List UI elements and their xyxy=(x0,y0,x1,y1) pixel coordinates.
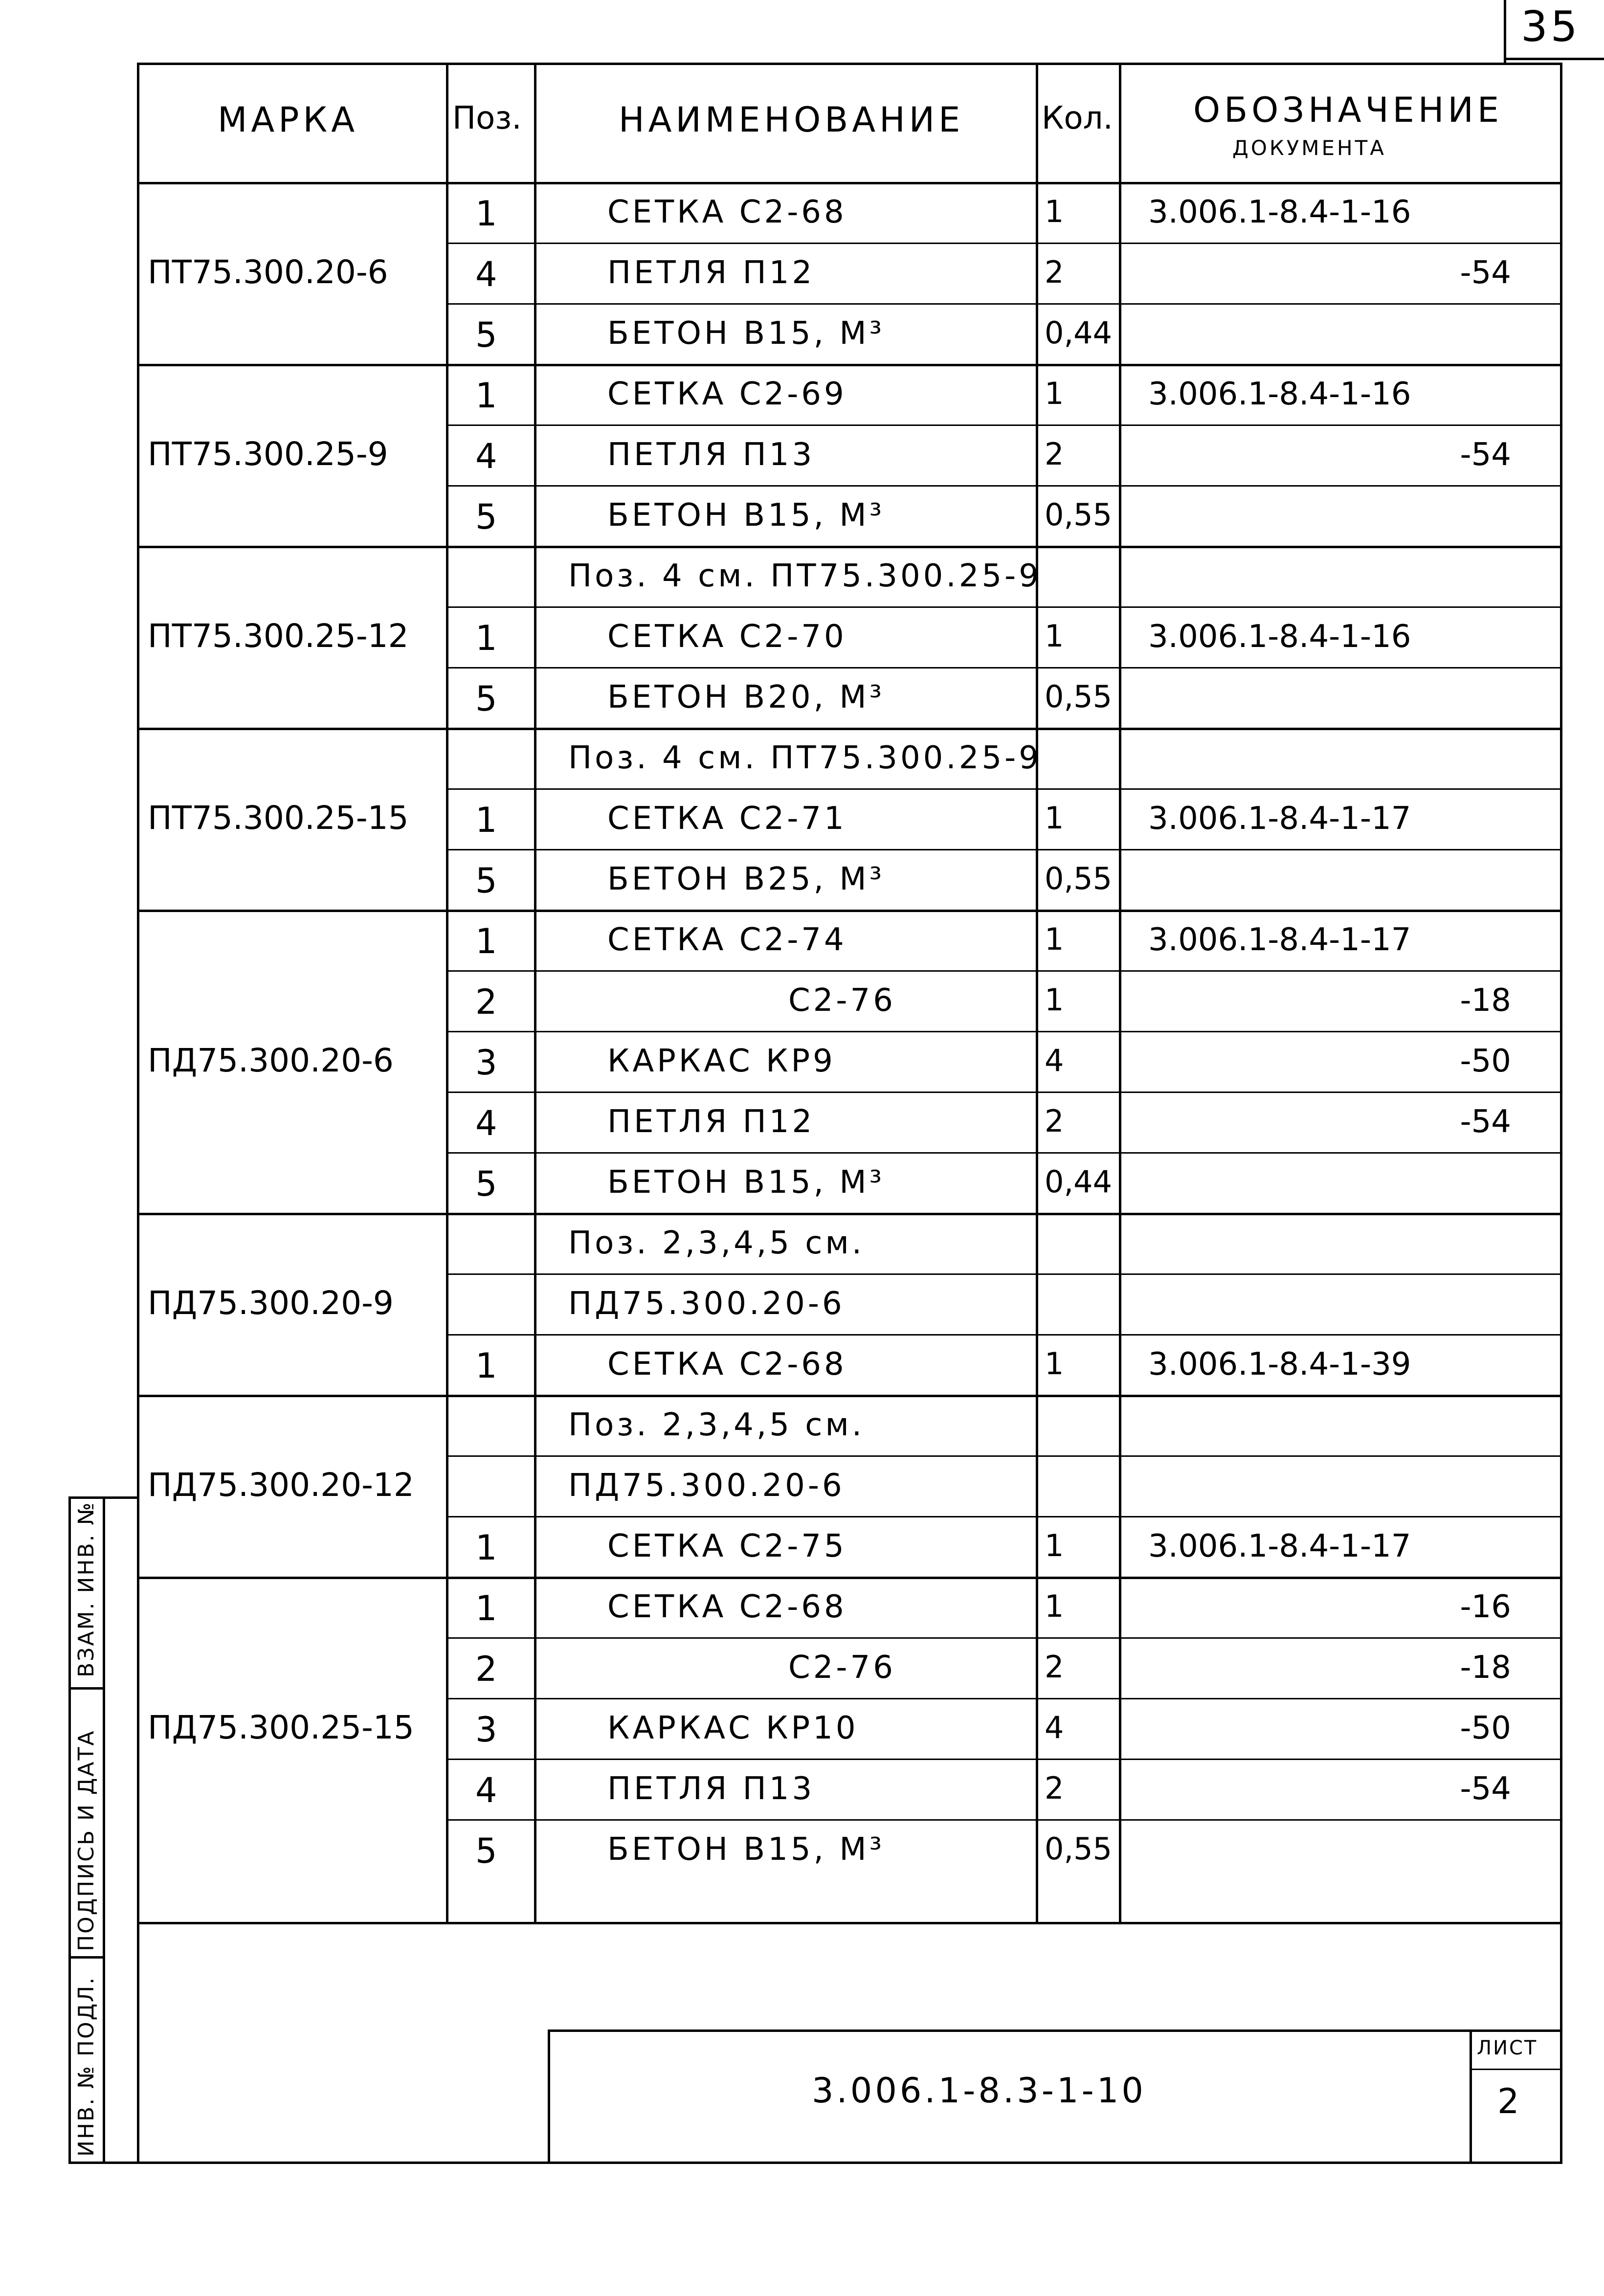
row-line xyxy=(446,243,1562,244)
position-cell: 4 xyxy=(475,1770,497,1810)
group-line xyxy=(137,1577,1562,1579)
name-cell: ПД75.300.20-6 xyxy=(568,1468,845,1504)
name-cell: Поз. 2,3,4,5 см. xyxy=(568,1407,865,1443)
quantity-cell: 0,55 xyxy=(1045,861,1113,896)
designation-cell: -54 xyxy=(1460,1771,1511,1807)
designation-cell: 3.006.1-8.4-1-17 xyxy=(1148,801,1411,837)
name-cell: Поз. 4 см. ПТ75.300.25-9 xyxy=(568,740,1042,776)
designation-cell: 3.006.1-8.4-1-17 xyxy=(1148,1528,1411,1564)
mark-cell: ПТ75.300.20-6 xyxy=(148,253,388,291)
name-cell: ПД75.300.20-6 xyxy=(568,1286,845,1322)
quantity-cell: 1 xyxy=(1045,194,1064,229)
name-cell: БЕТОН В15, М³ xyxy=(607,1164,885,1201)
position-cell: 2 xyxy=(475,1649,497,1689)
header-qty: Кол. xyxy=(1042,100,1113,136)
row-line xyxy=(446,788,1562,790)
position-cell: 1 xyxy=(475,194,497,234)
name-cell: СЕТКА С2-68 xyxy=(607,1589,847,1625)
quantity-cell: 4 xyxy=(1045,1043,1064,1078)
designation-cell: -50 xyxy=(1460,1710,1511,1746)
position-cell: 1 xyxy=(475,921,497,961)
row-line xyxy=(446,1759,1562,1760)
quantity-cell: 1 xyxy=(1045,800,1064,836)
position-cell: 4 xyxy=(475,436,497,476)
quantity-cell: 1 xyxy=(1045,921,1064,957)
title-sheet-mid xyxy=(1470,2069,1562,2070)
name-cell: СЕТКА С2-70 xyxy=(607,619,847,655)
frame-bottom-line xyxy=(68,2162,1562,2164)
position-cell: 4 xyxy=(475,1103,497,1143)
quantity-cell: 1 xyxy=(1045,376,1064,411)
name-cell: ПЕТЛЯ П13 xyxy=(607,437,815,473)
document-code: 3.006.1-8.3-1-10 xyxy=(812,2071,1146,2111)
designation-cell: -18 xyxy=(1460,982,1511,1019)
name-cell: ПЕТЛЯ П12 xyxy=(607,255,815,291)
quantity-cell: 2 xyxy=(1045,1103,1064,1139)
mark-cell: ПД75.300.20-12 xyxy=(148,1466,414,1504)
designation-cell: -54 xyxy=(1460,255,1511,291)
designation-cell: 3.006.1-8.4-1-16 xyxy=(1148,376,1411,412)
row-line xyxy=(446,606,1562,608)
designation-cell: -18 xyxy=(1460,1650,1511,1686)
row-line xyxy=(446,1152,1562,1154)
row-line xyxy=(446,1698,1562,1699)
position-cell: 1 xyxy=(475,1588,497,1628)
stamp-sep-1 xyxy=(68,1687,105,1690)
header-designation: ОБОЗНАЧЕНИЕ xyxy=(1193,90,1503,130)
col-line-designation xyxy=(1119,63,1121,1922)
header-name: НАИМЕНОВАНИЕ xyxy=(619,100,964,140)
position-cell: 1 xyxy=(475,1346,497,1386)
group-line xyxy=(137,364,1562,366)
stamp-sep-2 xyxy=(68,1956,105,1959)
mark-cell: ПТ75.300.25-9 xyxy=(148,435,388,473)
group-line xyxy=(137,910,1562,912)
name-cell: КАРКАС КР9 xyxy=(607,1043,836,1079)
designation-cell: 3.006.1-8.4-1-17 xyxy=(1148,922,1411,958)
col-line-qty xyxy=(1036,63,1038,1922)
stamp-line-left xyxy=(68,1496,71,2162)
designation-cell: 3.006.1-8.4-1-39 xyxy=(1148,1346,1411,1382)
name-cell: СЕТКА С2-68 xyxy=(607,1346,847,1382)
stamp-line-top xyxy=(68,1496,137,1499)
designation-cell: -54 xyxy=(1460,1104,1511,1140)
quantity-cell: 1 xyxy=(1045,618,1064,654)
name-cell: Поз. 2,3,4,5 см. xyxy=(568,1225,865,1261)
name-cell: БЕТОН В20, М³ xyxy=(607,679,885,715)
stamp-field-original-inv: ИНВ. № ПОДЛ. xyxy=(74,1976,99,2157)
position-cell: 5 xyxy=(475,861,497,901)
name-cell: ПЕТЛЯ П13 xyxy=(607,1771,815,1807)
row-line xyxy=(446,485,1562,487)
row-line xyxy=(446,424,1562,426)
name-cell: БЕТОН В15, М³ xyxy=(607,497,885,534)
frame-right-line xyxy=(1560,63,1562,2162)
row-line xyxy=(446,1455,1562,1457)
name-cell: БЕТОН В15, М³ xyxy=(607,315,885,352)
group-line xyxy=(137,728,1562,730)
quantity-cell: 0,55 xyxy=(1045,679,1113,714)
name-cell: С2-76 xyxy=(788,982,896,1019)
position-cell: 3 xyxy=(475,1710,497,1750)
position-cell: 5 xyxy=(475,315,497,355)
quantity-cell: 1 xyxy=(1045,1588,1064,1624)
position-cell: 5 xyxy=(475,1164,497,1204)
quantity-cell: 0,44 xyxy=(1045,1164,1113,1200)
header-bottom-line xyxy=(137,182,1562,184)
designation-cell: -50 xyxy=(1460,1043,1511,1079)
position-cell: 1 xyxy=(475,800,497,840)
name-cell: СЕТКА С2-71 xyxy=(607,801,847,837)
row-line xyxy=(446,1092,1562,1093)
mark-cell: ПД75.300.20-9 xyxy=(148,1284,394,1322)
designation-cell: 3.006.1-8.4-1-16 xyxy=(1148,619,1411,655)
position-cell: 1 xyxy=(475,376,497,416)
row-line xyxy=(446,970,1562,972)
row-line xyxy=(446,1334,1562,1336)
position-cell: 2 xyxy=(475,982,497,1022)
position-cell: 3 xyxy=(475,1043,497,1083)
title-block-left xyxy=(548,2029,550,2162)
quantity-cell: 1 xyxy=(1045,1528,1064,1563)
frame-top-line xyxy=(137,63,1562,65)
table-bottom-line xyxy=(137,1922,1562,1924)
position-cell: 1 xyxy=(475,1528,497,1568)
quantity-cell: 4 xyxy=(1045,1710,1064,1745)
position-cell: 4 xyxy=(475,254,497,294)
row-line xyxy=(446,1273,1562,1275)
quantity-cell: 2 xyxy=(1045,436,1064,472)
quantity-cell: 1 xyxy=(1045,982,1064,1018)
group-line xyxy=(137,1395,1562,1397)
sheet-number: 2 xyxy=(1497,2081,1522,2121)
name-cell: СЕТКА С2-75 xyxy=(607,1528,847,1564)
row-line xyxy=(446,1637,1562,1639)
designation-cell: -54 xyxy=(1460,437,1511,473)
page-number: 35 xyxy=(1521,2,1581,51)
page-number-underline xyxy=(1504,58,1604,60)
row-line xyxy=(446,1516,1562,1517)
designation-cell: -16 xyxy=(1460,1589,1511,1625)
col-line-name xyxy=(534,63,536,1922)
mark-cell: ПД75.300.20-6 xyxy=(148,1042,394,1079)
position-cell: 5 xyxy=(475,679,497,719)
row-line xyxy=(446,303,1562,305)
quantity-cell: 2 xyxy=(1045,254,1064,290)
mark-cell: ПД75.300.25-15 xyxy=(148,1709,414,1746)
quantity-cell: 0,44 xyxy=(1045,315,1113,351)
header-designation-sub: ДОКУМЕНТА xyxy=(1232,136,1387,160)
position-cell: 5 xyxy=(475,1831,497,1871)
row-line xyxy=(446,849,1562,850)
quantity-cell: 2 xyxy=(1045,1770,1064,1806)
quantity-cell: 1 xyxy=(1045,1346,1064,1382)
stamp-field-replacement: ВЗАМ. ИНВ. № xyxy=(74,1501,99,1677)
group-line xyxy=(137,546,1562,548)
row-line xyxy=(446,1031,1562,1032)
stamp-line-right xyxy=(103,1496,105,2162)
name-cell: СЕТКА С2-69 xyxy=(607,376,847,412)
row-line xyxy=(446,667,1562,669)
mark-cell: ПТ75.300.25-12 xyxy=(148,617,409,655)
sheet-label: ЛИСТ xyxy=(1477,2037,1538,2059)
title-block-top xyxy=(548,2029,1562,2032)
position-cell: 1 xyxy=(475,618,497,658)
name-cell: БЕТОН В15, М³ xyxy=(607,1831,885,1868)
name-cell: КАРКАС КР10 xyxy=(607,1710,859,1746)
title-sheet-left xyxy=(1470,2029,1472,2162)
page-number-line xyxy=(1504,0,1506,63)
name-cell: СЕТКА С2-74 xyxy=(607,922,847,958)
header-pos: Поз. xyxy=(452,100,522,136)
quantity-cell: 2 xyxy=(1045,1649,1064,1685)
group-line xyxy=(137,1213,1562,1215)
name-cell: С2-76 xyxy=(788,1650,896,1686)
frame-left-line xyxy=(137,63,139,2162)
header-mark: МАРКА xyxy=(218,100,359,140)
quantity-cell: 0,55 xyxy=(1045,1831,1113,1867)
name-cell: БЕТОН В25, М³ xyxy=(607,861,885,897)
position-cell: 5 xyxy=(475,497,497,537)
stamp-field-signature-date: ПОДПИСЬ И ДАТА xyxy=(74,1729,99,1951)
name-cell: ПЕТЛЯ П12 xyxy=(607,1104,815,1140)
row-line xyxy=(446,1819,1562,1821)
name-cell: СЕТКА С2-68 xyxy=(607,194,847,230)
quantity-cell: 0,55 xyxy=(1045,497,1113,533)
col-line-pos xyxy=(446,63,448,1922)
name-cell: Поз. 4 см. ПТ75.300.25-9 xyxy=(568,558,1042,594)
designation-cell: 3.006.1-8.4-1-16 xyxy=(1148,194,1411,230)
mark-cell: ПТ75.300.25-15 xyxy=(148,799,409,837)
